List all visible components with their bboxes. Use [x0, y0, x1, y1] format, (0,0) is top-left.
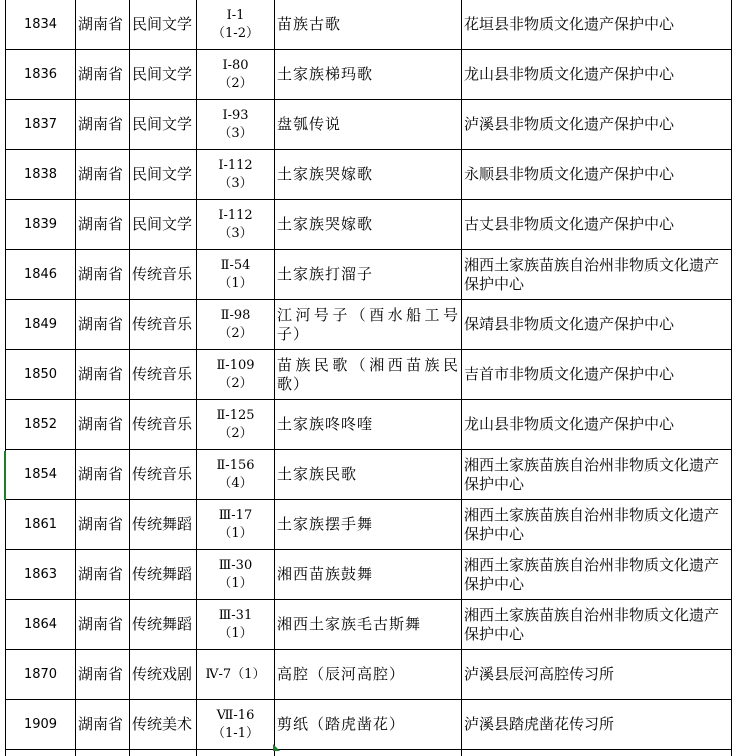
cell-project-name[interactable]: 土家族梯玛歌: [275, 50, 462, 100]
cell-project-name[interactable]: 土家族哭嫁歌: [275, 150, 462, 200]
cell-number[interactable]: 1836: [6, 50, 76, 100]
project-code-main: Ⅱ-109: [216, 357, 255, 373]
cell-project-code[interactable]: [197, 650, 275, 700]
table-row[interactable]: [6, 200, 732, 250]
table-row[interactable]: [6, 0, 732, 50]
cell-protection-unit[interactable]: [462, 750, 732, 756]
cell-category[interactable]: [130, 750, 197, 756]
cell-project-name[interactable]: 苗族民歌（湘西苗族民歌）: [275, 350, 462, 400]
cell-number[interactable]: 1839: [6, 200, 76, 250]
project-code-sub: （1）: [218, 275, 253, 291]
cell-project-code[interactable]: [197, 750, 275, 756]
cell-province[interactable]: 湖南省: [76, 650, 130, 700]
project-code-sub: （2）: [218, 375, 253, 391]
cell-province[interactable]: 湖南省: [76, 200, 130, 250]
cell-number[interactable]: 1852: [6, 400, 76, 450]
cell-error-indicator: [273, 744, 280, 751]
cell-project-code[interactable]: [197, 100, 275, 150]
project-code-main: Ⅰ-1: [226, 7, 245, 23]
table-body: [6, 0, 732, 756]
cell-protection-unit[interactable]: 龙山县非物质文化遗产保护中心: [462, 50, 732, 100]
table-row[interactable]: [6, 600, 732, 650]
cell-category[interactable]: 传统音乐: [130, 400, 197, 450]
cell-project-name[interactable]: 土家族打溜子: [275, 250, 462, 300]
cell-project-name[interactable]: 土家族民歌: [275, 450, 462, 500]
table-row[interactable]: [6, 450, 732, 500]
table-row[interactable]: [6, 150, 732, 200]
project-code-main: Ⅱ-54: [220, 257, 251, 273]
table-row[interactable]: [6, 750, 732, 756]
cell-category[interactable]: 传统舞蹈: [130, 600, 197, 650]
cell-category[interactable]: 民间文学: [130, 0, 197, 50]
cell-number[interactable]: 1838: [6, 150, 76, 200]
cell-project-code[interactable]: [197, 350, 275, 400]
project-code-main: Ⅰ-112: [218, 207, 253, 223]
row-selection-marker: [4, 451, 6, 500]
cell-number[interactable]: 1864: [6, 600, 76, 650]
cell-category[interactable]: 传统舞蹈: [130, 550, 197, 600]
cell-project-name[interactable]: 土家族哭嫁歌: [275, 200, 462, 250]
cell-number[interactable]: 1870: [6, 650, 76, 700]
project-code-main: Ⅳ-7（1）: [205, 666, 266, 682]
cell-project-code[interactable]: [197, 150, 275, 200]
cell-province[interactable]: 湖南省: [76, 250, 130, 300]
table-row[interactable]: [6, 700, 732, 750]
table-row[interactable]: [6, 300, 732, 350]
cell-project-code[interactable]: [197, 700, 275, 750]
cell-category[interactable]: 民间文学: [130, 50, 197, 100]
cell-project-name[interactable]: 土家族摆手舞: [275, 500, 462, 550]
cell-number[interactable]: 1863: [6, 550, 76, 600]
project-code-sub: （2）: [218, 75, 253, 91]
cell-category[interactable]: 传统音乐: [130, 250, 197, 300]
table-row[interactable]: [6, 100, 732, 150]
cell-protection-unit[interactable]: 泸溪县辰河高腔传习所: [462, 650, 732, 700]
cell-project-name[interactable]: 湘西苗族鼓舞: [275, 550, 462, 600]
cell-protection-unit[interactable]: 泸溪县踏虎凿花传习所: [462, 700, 732, 750]
cell-number[interactable]: 1834: [6, 0, 76, 50]
project-code-main: Ⅱ-98: [220, 307, 251, 323]
cell-project-code[interactable]: [197, 500, 275, 550]
project-code-sub: （3）: [218, 175, 253, 191]
project-code-sub: （1-2）: [212, 25, 259, 41]
cell-protection-unit[interactable]: 吉首市非物质文化遗产保护中心: [462, 350, 732, 400]
cell-number[interactable]: 1846: [6, 250, 76, 300]
project-code-sub: （3）: [218, 225, 253, 241]
cell-province[interactable]: 湖南省: [76, 350, 130, 400]
project-code-main: Ⅰ-112: [218, 157, 253, 173]
cell-category[interactable]: 传统戏剧: [130, 650, 197, 700]
cell-category[interactable]: 民间文学: [130, 100, 197, 150]
project-code-main: Ⅱ-156: [216, 457, 255, 473]
table-row[interactable]: [6, 250, 732, 300]
cell-province[interactable]: 湖南省: [76, 700, 130, 750]
cell-number[interactable]: 1854: [6, 450, 76, 500]
cell-province[interactable]: [76, 750, 130, 756]
cell-number[interactable]: 1861: [6, 500, 76, 550]
cell-protection-unit[interactable]: 龙山县非物质文化遗产保护中心: [462, 400, 732, 450]
cell-project-code[interactable]: [197, 550, 275, 600]
cell-category[interactable]: 传统音乐: [130, 300, 197, 350]
cell-province[interactable]: 湖南省: [76, 100, 130, 150]
cell-province[interactable]: 湖南省: [76, 0, 130, 50]
cell-province[interactable]: 湖南省: [76, 500, 130, 550]
project-code-sub: （4）: [218, 475, 253, 491]
table-row[interactable]: [6, 500, 732, 550]
cell-protection-unit[interactable]: 湘西土家族苗族自治州非物质文化遗产保护中心: [462, 550, 732, 600]
table-row[interactable]: [6, 400, 732, 450]
project-code-sub: （1）: [218, 625, 253, 641]
cell-project-code[interactable]: [197, 0, 275, 50]
cell-project-name[interactable]: 盘瓠传说: [275, 100, 462, 150]
cell-province[interactable]: 湖南省: [76, 400, 130, 450]
cell-project-code[interactable]: [197, 400, 275, 450]
cell-number[interactable]: 1849: [6, 300, 76, 350]
project-code-sub: （3）: [218, 125, 253, 141]
cell-protection-unit[interactable]: 湘西土家族苗族自治州非物质文化遗产保护中心: [462, 450, 732, 500]
cell-project-code[interactable]: [197, 50, 275, 100]
cell-project-name[interactable]: 苗族古歌: [275, 0, 462, 50]
cell-project-code[interactable]: [197, 300, 275, 350]
cell-category[interactable]: 民间文学: [130, 200, 197, 250]
table-row[interactable]: [6, 550, 732, 600]
cell-project-code[interactable]: [197, 600, 275, 650]
cell-province[interactable]: 湖南省: [76, 600, 130, 650]
cell-protection-unit[interactable]: 湘西土家族苗族自治州非物质文化遗产保护中心: [462, 250, 732, 300]
cell-province[interactable]: 湖南省: [76, 300, 130, 350]
project-code-sub: （1）: [218, 525, 253, 541]
project-code-sub: （1-1）: [212, 725, 259, 741]
cell-protection-unit[interactable]: 保靖县非物质文化遗产保护中心: [462, 300, 732, 350]
table-row[interactable]: [6, 50, 732, 100]
cell-protection-unit[interactable]: 永顺县非物质文化遗产保护中心: [462, 150, 732, 200]
cell-protection-unit[interactable]: 湘西土家族苗族自治州非物质文化遗产保护中心: [462, 500, 732, 550]
cell-project-name[interactable]: 剪纸（踏虎凿花）: [275, 700, 462, 750]
heritage-table: [5, 0, 732, 756]
cell-number[interactable]: 1909: [6, 700, 76, 750]
cell-project-name[interactable]: [275, 750, 462, 756]
cell-project-name[interactable]: 湘西土家族毛古斯舞: [275, 600, 462, 650]
cell-project-name[interactable]: 高腔（辰河高腔）: [275, 650, 462, 700]
cell-number[interactable]: [6, 750, 76, 756]
cell-project-code[interactable]: [197, 200, 275, 250]
cell-province[interactable]: 湖南省: [76, 150, 130, 200]
cell-number[interactable]: 1850: [6, 350, 76, 400]
table-row[interactable]: [6, 350, 732, 400]
project-code-sub: （2）: [218, 425, 253, 441]
cell-category[interactable]: 传统音乐: [130, 350, 197, 400]
cell-project-code[interactable]: [197, 250, 275, 300]
cell-category[interactable]: 传统舞蹈: [130, 500, 197, 550]
project-code-main: Ⅲ-30: [218, 557, 253, 573]
project-code-sub: （2）: [218, 325, 253, 341]
cell-project-name[interactable]: 土家族咚咚喹: [275, 400, 462, 450]
table-row[interactable]: [6, 650, 732, 700]
project-code-sub: （1）: [218, 575, 253, 591]
cell-protection-unit[interactable]: 泸溪县非物质文化遗产保护中心: [462, 100, 732, 150]
project-code-main: Ⅲ-31: [218, 607, 253, 623]
cell-province[interactable]: 湖南省: [76, 450, 130, 500]
cell-category[interactable]: 传统美术: [130, 700, 197, 750]
project-code-main: Ⅲ-17: [218, 507, 253, 523]
cell-category[interactable]: 传统音乐: [130, 450, 197, 500]
cell-protection-unit[interactable]: 湘西土家族苗族自治州非物质文化遗产保护中心: [462, 600, 732, 650]
cell-protection-unit[interactable]: 古丈县非物质文化遗产保护中心: [462, 200, 732, 250]
cell-category[interactable]: 民间文学: [130, 150, 197, 200]
cell-province[interactable]: 湖南省: [76, 50, 130, 100]
cell-number[interactable]: 1837: [6, 100, 76, 150]
cell-province[interactable]: 湖南省: [76, 550, 130, 600]
cell-protection-unit[interactable]: 花垣县非物质文化遗产保护中心: [462, 0, 732, 50]
project-code-main: Ⅰ-93: [222, 107, 249, 123]
cell-project-name[interactable]: 江河号子（酉水船工号子）: [275, 300, 462, 350]
project-code-main: Ⅶ-16: [216, 707, 255, 723]
project-code-main: Ⅱ-125: [216, 407, 255, 423]
cell-project-code[interactable]: [197, 450, 275, 500]
project-code-main: Ⅰ-80: [222, 57, 249, 73]
